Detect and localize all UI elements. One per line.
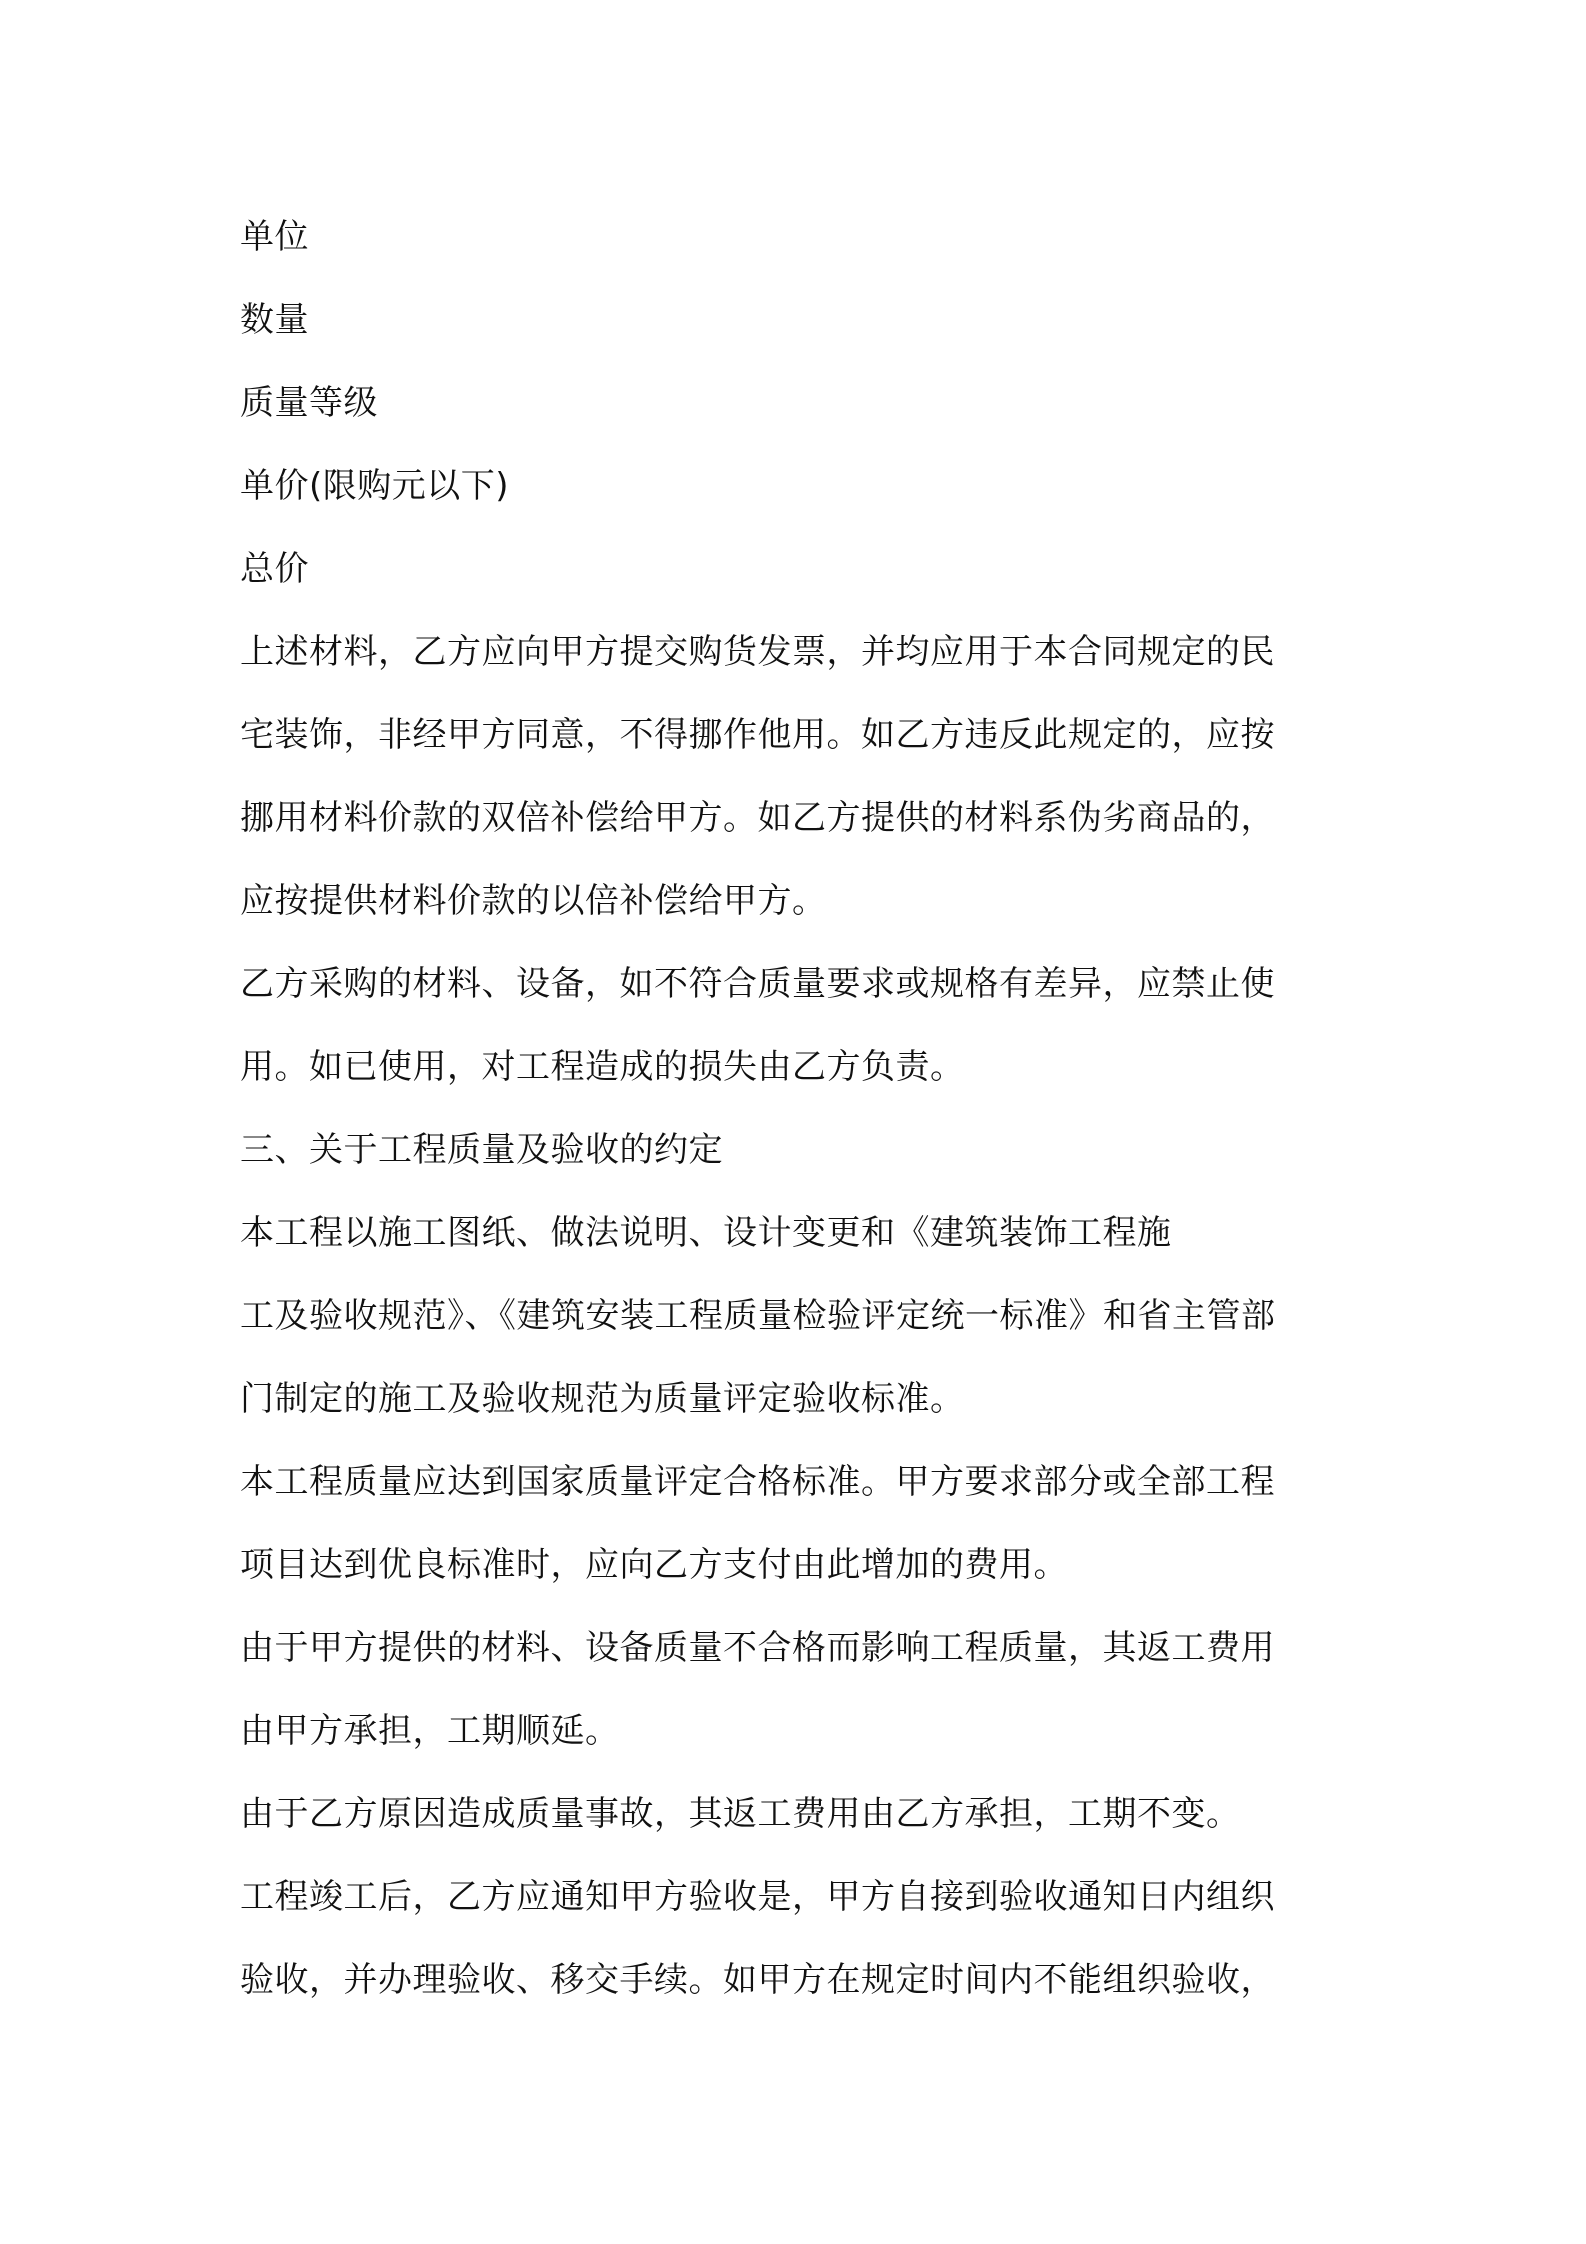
document-body: [240, 196, 1360, 2022]
text-line: 应按提供材料价款的以倍补偿给甲方。: [240, 881, 827, 921]
text-line: 本工程以施工图纸、做法说明、设计变更和《建筑装饰工程施: [240, 1213, 1172, 1253]
text-line: 挪用材料价款的双倍补偿给甲方。如乙方提供的材料系伪劣商品的，: [240, 798, 1275, 838]
text-line: 由甲方承担，工期顺延。: [240, 1711, 620, 1751]
text-line: 单位: [240, 217, 309, 257]
text-line: 用。如已使用，对工程造成的损失由乙方负责。: [240, 1047, 965, 1087]
text-line: 数量: [240, 300, 309, 340]
text-line: 门制定的施工及验收规范为质量评定验收标准。: [240, 1379, 965, 1419]
text-line: 由于甲方提供的材料、设备质量不合格而影响工程质量，其返工费用: [240, 1628, 1275, 1668]
text-line: 宅装饰，非经甲方同意，不得挪作他用。如乙方违反此规定的，应按: [240, 715, 1275, 755]
text-line: 本工程质量应达到国家质量评定合格标准。甲方要求部分或全部工程: [240, 1462, 1275, 1502]
text-line: 单价(限购元以下): [240, 466, 510, 506]
text-line: 项目达到优良标准时，应向乙方支付由此增加的费用。: [240, 1545, 1068, 1585]
text-line: 乙方采购的材料、设备，如不符合质量要求或规格有差异，应禁止使: [240, 964, 1275, 1004]
text-line: 上述材料，乙方应向甲方提交购货发票，并均应用于本合同规定的民: [240, 632, 1275, 672]
text-line: 质量等级: [240, 383, 378, 423]
text-line: 由于乙方原因造成质量事故，其返工费用由乙方承担，工期不变。: [240, 1794, 1241, 1834]
text-line: 工及验收规范》、《建筑安装工程质量检验评定统一标准》和省主管部: [240, 1296, 1276, 1336]
text-line: 验收，并办理验收、移交手续。如甲方在规定时间内不能组织验收，: [240, 1960, 1275, 2000]
text-line: 工程竣工后，乙方应通知甲方验收是，甲方自接到验收通知日内组织: [240, 1877, 1275, 1917]
text-line: 总价: [240, 549, 309, 589]
section-heading: 三、关于工程质量及验收的约定: [240, 1130, 723, 1170]
